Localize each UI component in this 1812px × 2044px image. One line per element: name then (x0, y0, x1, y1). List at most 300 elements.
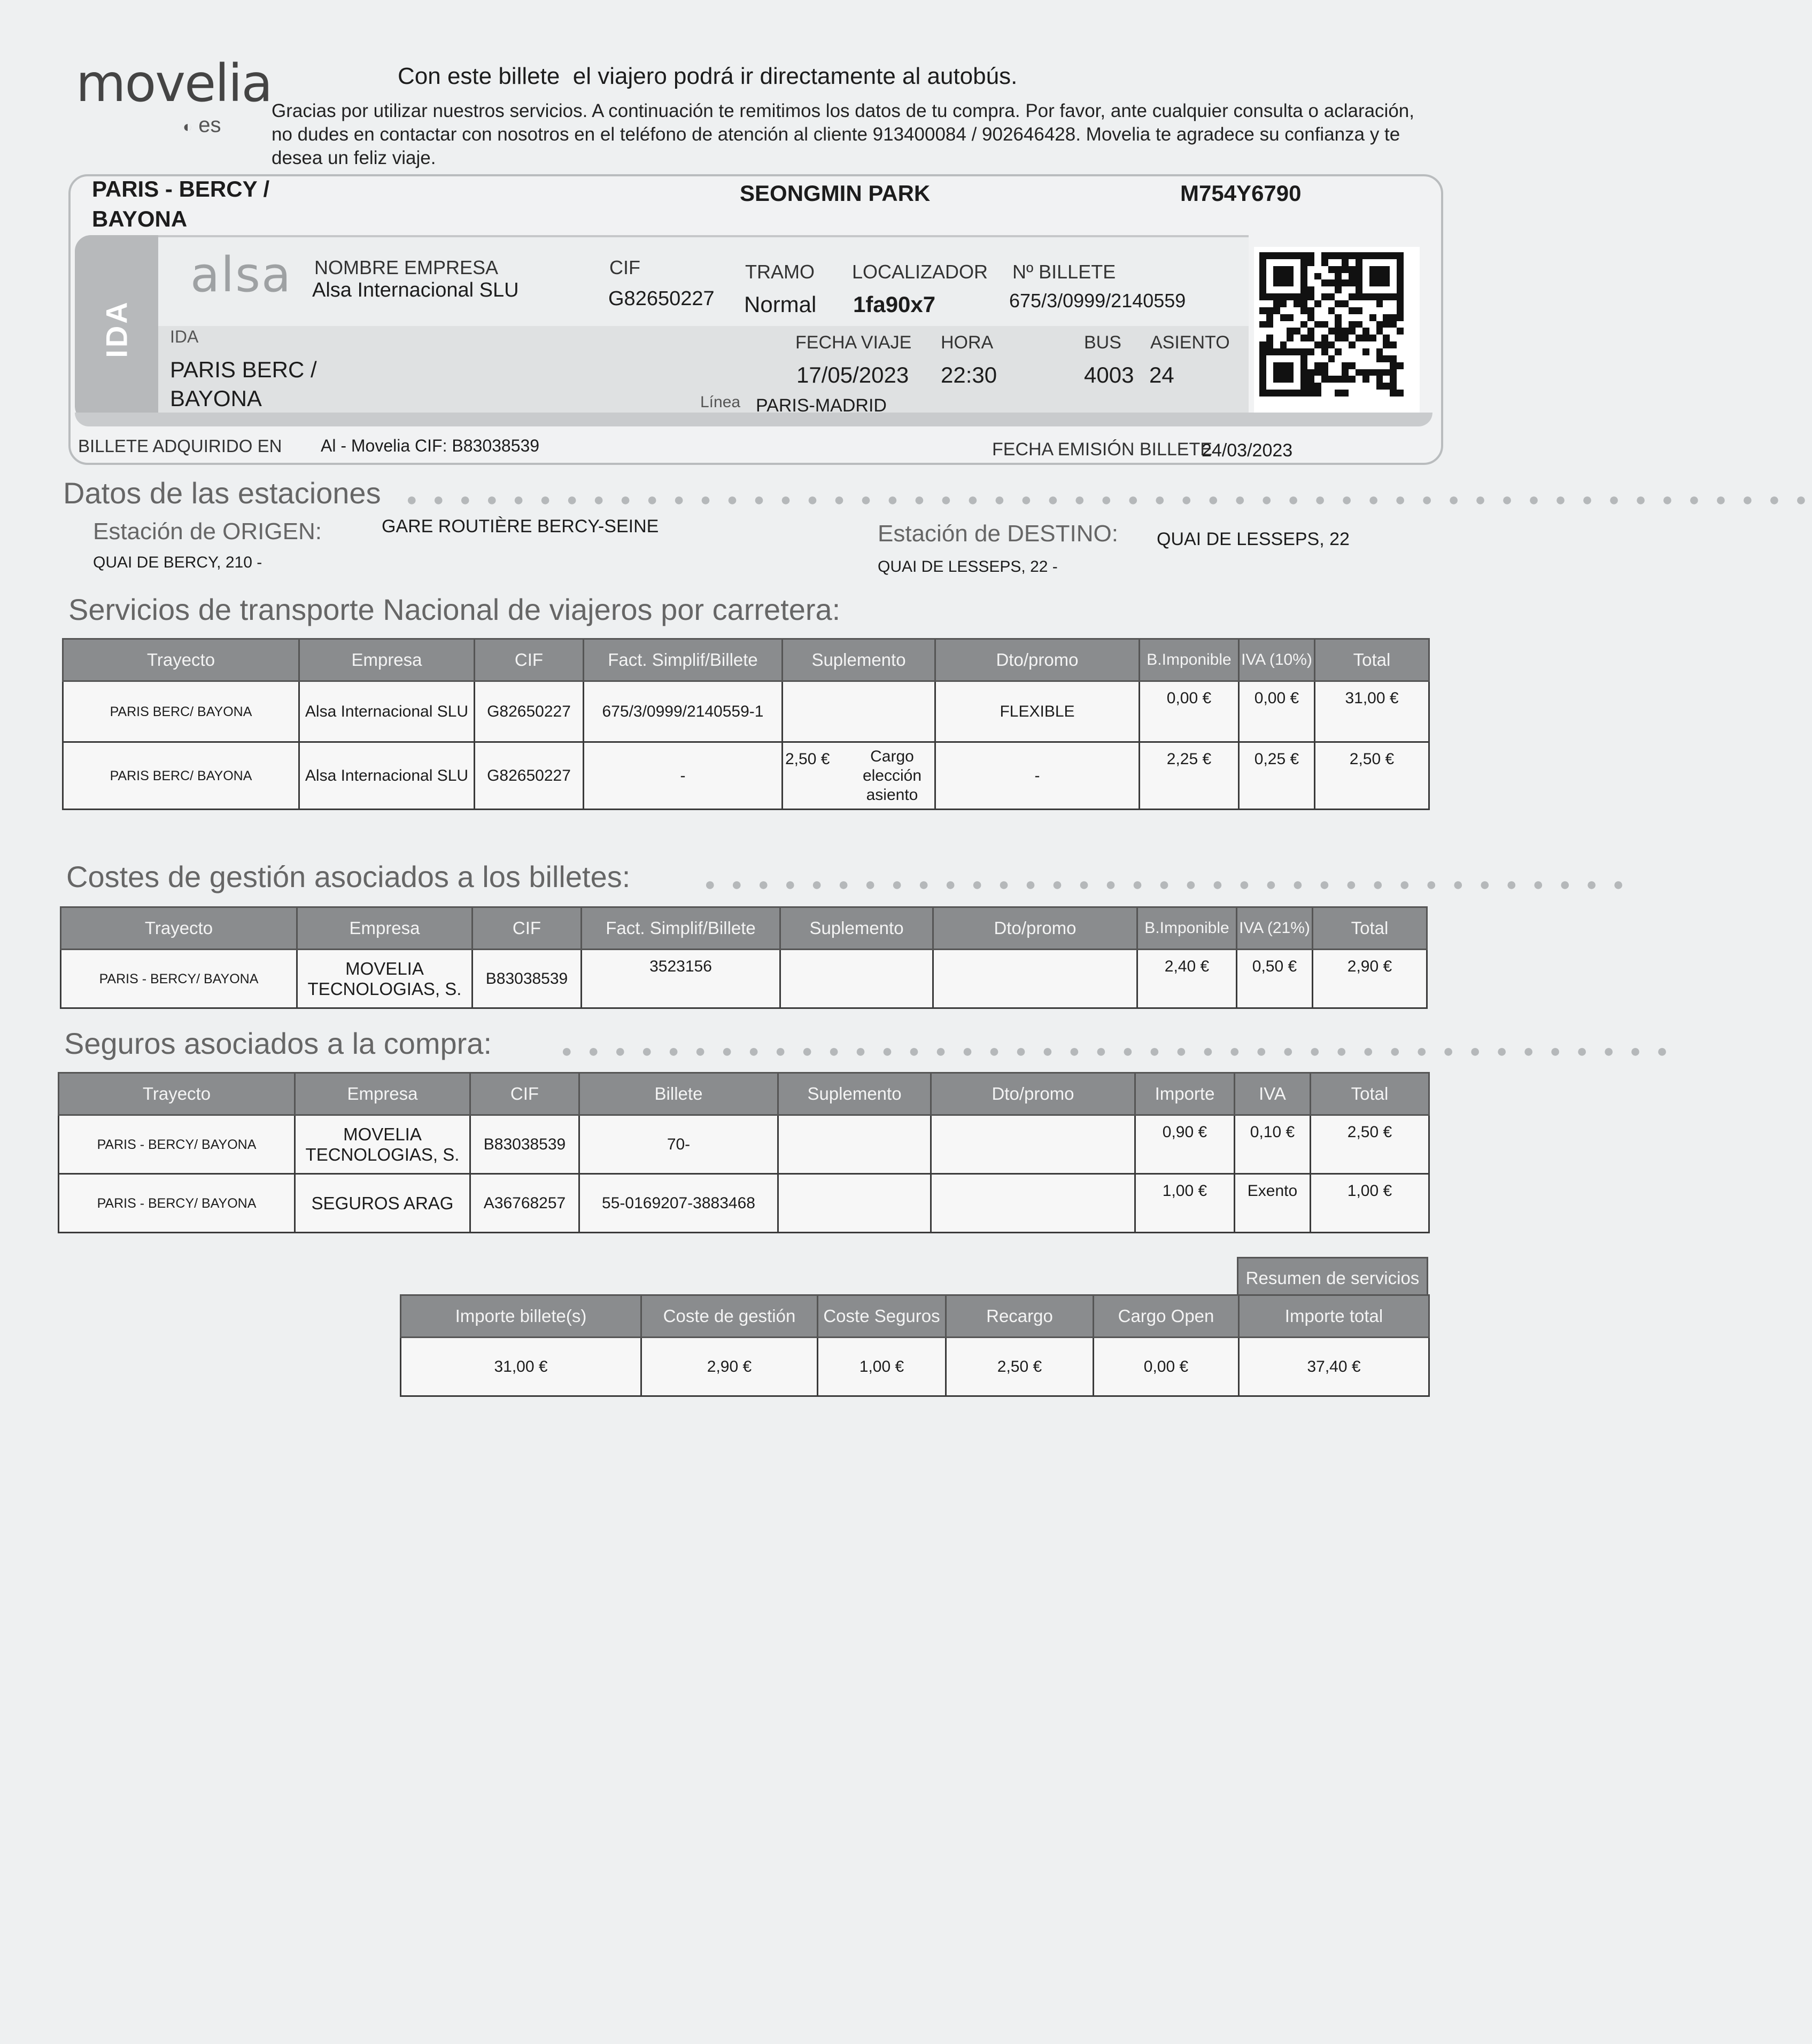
qr-module (1273, 307, 1280, 314)
qr-module (1342, 259, 1349, 266)
qr-module (1349, 348, 1356, 355)
col-cargo-open: Cargo Open (1094, 1295, 1239, 1338)
qr-module (1307, 328, 1314, 335)
qr-module (1369, 348, 1376, 355)
qr-module (1390, 355, 1397, 362)
qr-module (1342, 376, 1349, 383)
empresa-cell: MOVELIA TECNOLOGIAS, S. (297, 950, 473, 1008)
qr-module (1300, 259, 1307, 266)
qr-module (1397, 266, 1404, 273)
qr-module (1397, 369, 1404, 376)
qr-module (1369, 307, 1376, 314)
qr-module (1273, 314, 1280, 321)
gestion-table (60, 906, 1428, 1009)
qr-code-icon (1254, 247, 1420, 413)
qr-module (1287, 376, 1294, 383)
qr-module (1321, 383, 1328, 390)
qr-module (1287, 390, 1294, 397)
qr-module (1307, 300, 1314, 307)
qr-module (1328, 335, 1335, 341)
qr-module (1314, 328, 1321, 335)
movelia-logo-sub: ◐ es (183, 113, 221, 137)
qr-module (1321, 252, 1328, 259)
qr-module (1335, 273, 1342, 280)
qr-module (1390, 341, 1397, 348)
qr-module (1294, 348, 1300, 355)
importe-billetes-value: 31,00 € (401, 1338, 641, 1396)
col-importe-billetes: Importe billete(s) (401, 1295, 641, 1338)
qr-module (1300, 355, 1307, 362)
qr-module (1273, 355, 1280, 362)
qr-module (1328, 307, 1335, 314)
qr-module (1369, 383, 1376, 390)
qr-module (1321, 259, 1328, 266)
qr-module (1369, 341, 1376, 348)
billete-cell: 70- (579, 1115, 778, 1174)
qr-module (1390, 390, 1397, 397)
qr-module (1349, 328, 1356, 335)
page-title: Con este billete el viajero podrá ir directamente al autobús. (398, 63, 1018, 89)
qr-module (1266, 335, 1273, 341)
qr-module (1314, 335, 1321, 341)
qr-module (1300, 300, 1307, 307)
ida-tab-label: IDA (99, 299, 134, 358)
qr-module (1383, 328, 1390, 335)
qr-module (1390, 252, 1397, 259)
qr-module (1328, 376, 1335, 383)
qr-module (1362, 383, 1369, 390)
qr-module (1287, 279, 1294, 286)
qr-module (1349, 273, 1356, 280)
base-cell: 2,40 € (1137, 950, 1237, 1008)
qr-module (1280, 252, 1287, 259)
table-row (59, 1174, 1429, 1233)
qr-module (1335, 314, 1342, 321)
qr-module (1321, 369, 1328, 376)
trayecto-cell: PARIS - BERCY/ BAYONA (59, 1115, 295, 1174)
qr-module (1300, 279, 1307, 286)
qr-module (1376, 252, 1383, 259)
col-iva: IVA (21%) (1237, 907, 1313, 950)
col-dto: Dto/promo (933, 907, 1137, 950)
qr-module (1390, 376, 1397, 383)
qr-module (1335, 266, 1342, 273)
qr-module (1356, 293, 1362, 300)
qr-module (1383, 259, 1390, 266)
qr-module (1397, 355, 1404, 362)
qr-module (1390, 314, 1397, 321)
qr-module (1383, 383, 1390, 390)
qr-module (1259, 355, 1266, 362)
col-empresa: Empresa (299, 639, 475, 681)
qr-module (1280, 266, 1287, 273)
trayecto-cell: PARIS BERC/ BAYONA (63, 742, 299, 810)
qr-module (1266, 259, 1273, 266)
iva-cell: 0,00 € (1239, 681, 1315, 742)
qr-module (1259, 307, 1266, 314)
qr-module (1294, 279, 1300, 286)
qr-module (1280, 341, 1287, 348)
col-coste-gestion: Coste de gestión (641, 1295, 818, 1338)
passenger-name: SEONGMIN PARK (740, 181, 931, 206)
qr-module (1287, 335, 1294, 341)
qr-module (1356, 259, 1362, 266)
qr-module (1376, 321, 1383, 328)
qr-module (1314, 273, 1321, 280)
qr-module (1314, 293, 1321, 300)
qr-module (1390, 300, 1397, 307)
qr-module (1383, 293, 1390, 300)
qr-module (1376, 348, 1383, 355)
localizador-value: 1fa90x7 (853, 292, 936, 317)
qr-module (1342, 273, 1349, 280)
qr-module (1376, 328, 1383, 335)
qr-module (1342, 383, 1349, 390)
summary-table (400, 1294, 1430, 1397)
col-importe-total: Importe total (1239, 1295, 1429, 1338)
qr-module (1294, 341, 1300, 348)
qr-module (1259, 328, 1266, 335)
trayecto-cell: PARIS - BERCY/ BAYONA (61, 950, 297, 1008)
qr-module (1376, 286, 1383, 293)
qr-module (1328, 252, 1335, 259)
qr-module (1369, 321, 1376, 328)
qr-module (1335, 348, 1342, 355)
qr-module (1321, 300, 1328, 307)
qr-module (1349, 293, 1356, 300)
qr-module (1369, 376, 1376, 383)
qr-module (1342, 279, 1349, 286)
qr-module (1397, 321, 1404, 328)
origen-label: Estación de ORIGEN: (93, 518, 322, 545)
qr-module (1356, 314, 1362, 321)
qr-module (1294, 266, 1300, 273)
qr-module (1335, 307, 1342, 314)
col-iva: IVA (10%) (1239, 639, 1315, 681)
table-row (59, 1115, 1429, 1174)
qr-module (1307, 279, 1314, 286)
transport-title: Servicios de transporte Nacional de viajeros por carretera: (68, 593, 841, 626)
qr-module (1328, 362, 1335, 369)
ida-route-line2: BAYONA (170, 386, 262, 411)
qr-module (1383, 266, 1390, 273)
qr-module (1273, 335, 1280, 341)
suplemento-cell (783, 681, 935, 742)
qr-module (1335, 259, 1342, 266)
qr-module (1266, 355, 1273, 362)
qr-module (1300, 266, 1307, 273)
qr-module (1287, 355, 1294, 362)
qr-module (1349, 279, 1356, 286)
qr-module (1266, 390, 1273, 397)
alsa-logo: alsa (190, 247, 292, 303)
qr-module (1335, 390, 1342, 397)
qr-module (1321, 390, 1328, 397)
col-cif: CIF (473, 907, 582, 950)
qr-module (1300, 252, 1307, 259)
qr-module (1362, 300, 1369, 307)
qr-module (1390, 328, 1397, 335)
qr-module (1383, 321, 1390, 328)
qr-module (1280, 279, 1287, 286)
qr-module (1342, 355, 1349, 362)
qr-module (1273, 279, 1280, 286)
qr-module (1321, 273, 1328, 280)
qr-module (1369, 335, 1376, 341)
qr-module (1314, 300, 1321, 307)
qr-module (1280, 355, 1287, 362)
importe-total-value: 37,40 € (1239, 1338, 1429, 1396)
qr-module (1362, 259, 1369, 266)
qr-module (1266, 383, 1273, 390)
dto-cell (931, 1174, 1135, 1233)
qr-module (1335, 383, 1342, 390)
qr-module (1383, 300, 1390, 307)
total-cell: 2,50 € (1311, 1115, 1429, 1174)
qr-module (1342, 293, 1349, 300)
qr-module (1397, 376, 1404, 383)
qr-module (1259, 369, 1266, 376)
summary-title: Resumen de servicios (1237, 1257, 1428, 1300)
qr-module (1307, 390, 1314, 397)
movelia-logo: movelia (76, 53, 272, 113)
qr-module (1280, 328, 1287, 335)
qr-module (1328, 369, 1335, 376)
qr-module (1266, 369, 1273, 376)
qr-module (1390, 383, 1397, 390)
asiento-label: ASIENTO (1150, 332, 1230, 353)
qr-module (1328, 348, 1335, 355)
coste-seguros-value: 1,00 € (818, 1338, 946, 1396)
qr-module (1294, 259, 1300, 266)
qr-module (1376, 266, 1383, 273)
col-suplemento: Suplemento (780, 907, 933, 950)
qr-module (1362, 279, 1369, 286)
col-fact: Fact. Simplif/Billete (584, 639, 783, 681)
qr-module (1349, 321, 1356, 328)
qr-module (1397, 348, 1404, 355)
qr-module (1287, 362, 1294, 369)
qr-module (1259, 321, 1266, 328)
nombre-empresa-value: Alsa Internacional SLU (312, 279, 519, 301)
qr-module (1314, 390, 1321, 397)
qr-module (1321, 314, 1328, 321)
qr-module (1273, 266, 1280, 273)
qr-module (1369, 273, 1376, 280)
qr-module (1266, 252, 1273, 259)
qr-module (1294, 328, 1300, 335)
suplemento-text: Cargo elección asiento (862, 747, 922, 804)
qr-module (1349, 307, 1356, 314)
qr-module (1307, 293, 1314, 300)
qr-module (1342, 266, 1349, 273)
qr-module (1314, 266, 1321, 273)
qr-module (1356, 348, 1362, 355)
qr-module (1397, 273, 1404, 280)
qr-module (1369, 362, 1376, 369)
qr-module (1383, 341, 1390, 348)
billete-value: 675/3/0999/2140559 (1009, 290, 1186, 312)
qr-module (1287, 383, 1294, 390)
gestion-header-row (61, 907, 1427, 950)
col-empresa: Empresa (297, 907, 473, 950)
qr-module (1280, 273, 1287, 280)
qr-module (1300, 321, 1307, 328)
qr-module (1390, 286, 1397, 293)
qr-module (1356, 286, 1362, 293)
qr-module (1266, 328, 1273, 335)
qr-module (1321, 355, 1328, 362)
qr-module (1287, 314, 1294, 321)
qr-module (1349, 286, 1356, 293)
dto-cell: - (935, 742, 1140, 810)
qr-module (1390, 266, 1397, 273)
stations-title: Datos de las estaciones (63, 476, 381, 510)
qr-module (1266, 273, 1273, 280)
qr-module (1294, 390, 1300, 397)
booking-code: M754Y6790 (1180, 181, 1302, 206)
bus-value: 4003 (1084, 362, 1134, 387)
qr-module (1356, 362, 1362, 369)
qr-module (1294, 300, 1300, 307)
qr-module (1383, 307, 1390, 314)
qr-module (1273, 362, 1280, 369)
iva-cell: 0,50 € (1237, 950, 1313, 1008)
seguros-header-row (59, 1073, 1429, 1115)
qr-module (1376, 362, 1383, 369)
qr-module (1397, 314, 1404, 321)
qr-module (1328, 286, 1335, 293)
qr-module (1321, 376, 1328, 383)
qr-module (1349, 252, 1356, 259)
qr-module (1314, 321, 1321, 328)
summary-values-row (401, 1338, 1429, 1396)
qr-module (1294, 383, 1300, 390)
qr-module (1335, 252, 1342, 259)
qr-module (1349, 259, 1356, 266)
total-cell: 2,50 € (1315, 742, 1429, 810)
qr-module (1342, 300, 1349, 307)
qr-module (1356, 279, 1362, 286)
ticket-route-line1: PARIS - BERCY / (92, 176, 270, 201)
qr-module (1307, 348, 1314, 355)
emision-label: FECHA EMISIÓN BILLETE (992, 439, 1212, 460)
qr-module (1314, 286, 1321, 293)
qr-module (1287, 348, 1294, 355)
suplemento-cell (778, 1115, 931, 1174)
qr-module (1328, 273, 1335, 280)
qr-module (1362, 369, 1369, 376)
origen-name: GARE ROUTIÈRE BERCY-SEINE (382, 516, 659, 537)
qr-module (1307, 307, 1314, 314)
qr-module (1321, 293, 1328, 300)
qr-module (1342, 369, 1349, 376)
qr-module (1328, 293, 1335, 300)
localizador-label: LOCALIZADOR (852, 261, 988, 283)
qr-module (1314, 383, 1321, 390)
qr-module (1294, 307, 1300, 314)
qr-module (1383, 362, 1390, 369)
qr-module (1314, 362, 1321, 369)
qr-module (1266, 293, 1273, 300)
qr-module (1300, 341, 1307, 348)
qr-module (1314, 348, 1321, 355)
qr-module (1335, 362, 1342, 369)
empresa-cell: MOVELIA TECNOLOGIAS, S. (295, 1115, 470, 1174)
billete-label: Nº BILLETE (1012, 261, 1116, 283)
cargo-open-value: 0,00 € (1094, 1338, 1239, 1396)
total-cell: 31,00 € (1315, 681, 1429, 742)
qr-module (1307, 335, 1314, 341)
qr-module (1280, 369, 1287, 376)
col-trayecto: Trayecto (59, 1073, 295, 1115)
qr-module (1369, 286, 1376, 293)
qr-module (1273, 390, 1280, 397)
qr-module (1328, 390, 1335, 397)
qr-module (1342, 362, 1349, 369)
col-base: B.Imponible (1140, 639, 1239, 681)
qr-module (1356, 328, 1362, 335)
qr-module (1369, 266, 1376, 273)
col-suplemento: Suplemento (778, 1073, 931, 1115)
qr-module (1273, 328, 1280, 335)
ticket-route-line2: BAYONA (92, 206, 188, 231)
suplemento-amount: 2,50 € (785, 750, 830, 768)
dto-cell (931, 1115, 1135, 1174)
qr-module (1349, 376, 1356, 383)
qr-module (1273, 259, 1280, 266)
hora-label: HORA (941, 332, 994, 353)
qr-module (1356, 341, 1362, 348)
qr-module (1280, 314, 1287, 321)
qr-module (1294, 321, 1300, 328)
qr-module (1321, 266, 1328, 273)
qr-module (1259, 252, 1266, 259)
qr-module (1294, 252, 1300, 259)
table-row (63, 742, 1429, 810)
qr-module (1397, 300, 1404, 307)
qr-module (1266, 376, 1273, 383)
qr-module (1328, 383, 1335, 390)
qr-module (1362, 348, 1369, 355)
qr-module (1356, 383, 1362, 390)
qr-module (1280, 300, 1287, 307)
qr-module (1287, 300, 1294, 307)
qr-module (1362, 273, 1369, 280)
qr-module (1259, 273, 1266, 280)
qr-module (1259, 279, 1266, 286)
qr-module (1307, 273, 1314, 280)
qr-module (1328, 300, 1335, 307)
cif-cell: A36768257 (470, 1174, 579, 1233)
qr-module (1259, 300, 1266, 307)
qr-module (1342, 321, 1349, 328)
qr-module (1349, 335, 1356, 341)
qr-module (1280, 293, 1287, 300)
qr-module (1342, 328, 1349, 335)
qr-module (1307, 286, 1314, 293)
qr-module (1314, 252, 1321, 259)
fecha-viaje-value: 17/05/2023 (796, 362, 909, 387)
qr-module (1294, 362, 1300, 369)
qr-module (1273, 383, 1280, 390)
qr-module (1349, 362, 1356, 369)
qr-module (1328, 341, 1335, 348)
qr-module (1287, 252, 1294, 259)
qr-module (1328, 279, 1335, 286)
qr-module (1294, 293, 1300, 300)
cif-cell: B83038539 (473, 950, 582, 1008)
